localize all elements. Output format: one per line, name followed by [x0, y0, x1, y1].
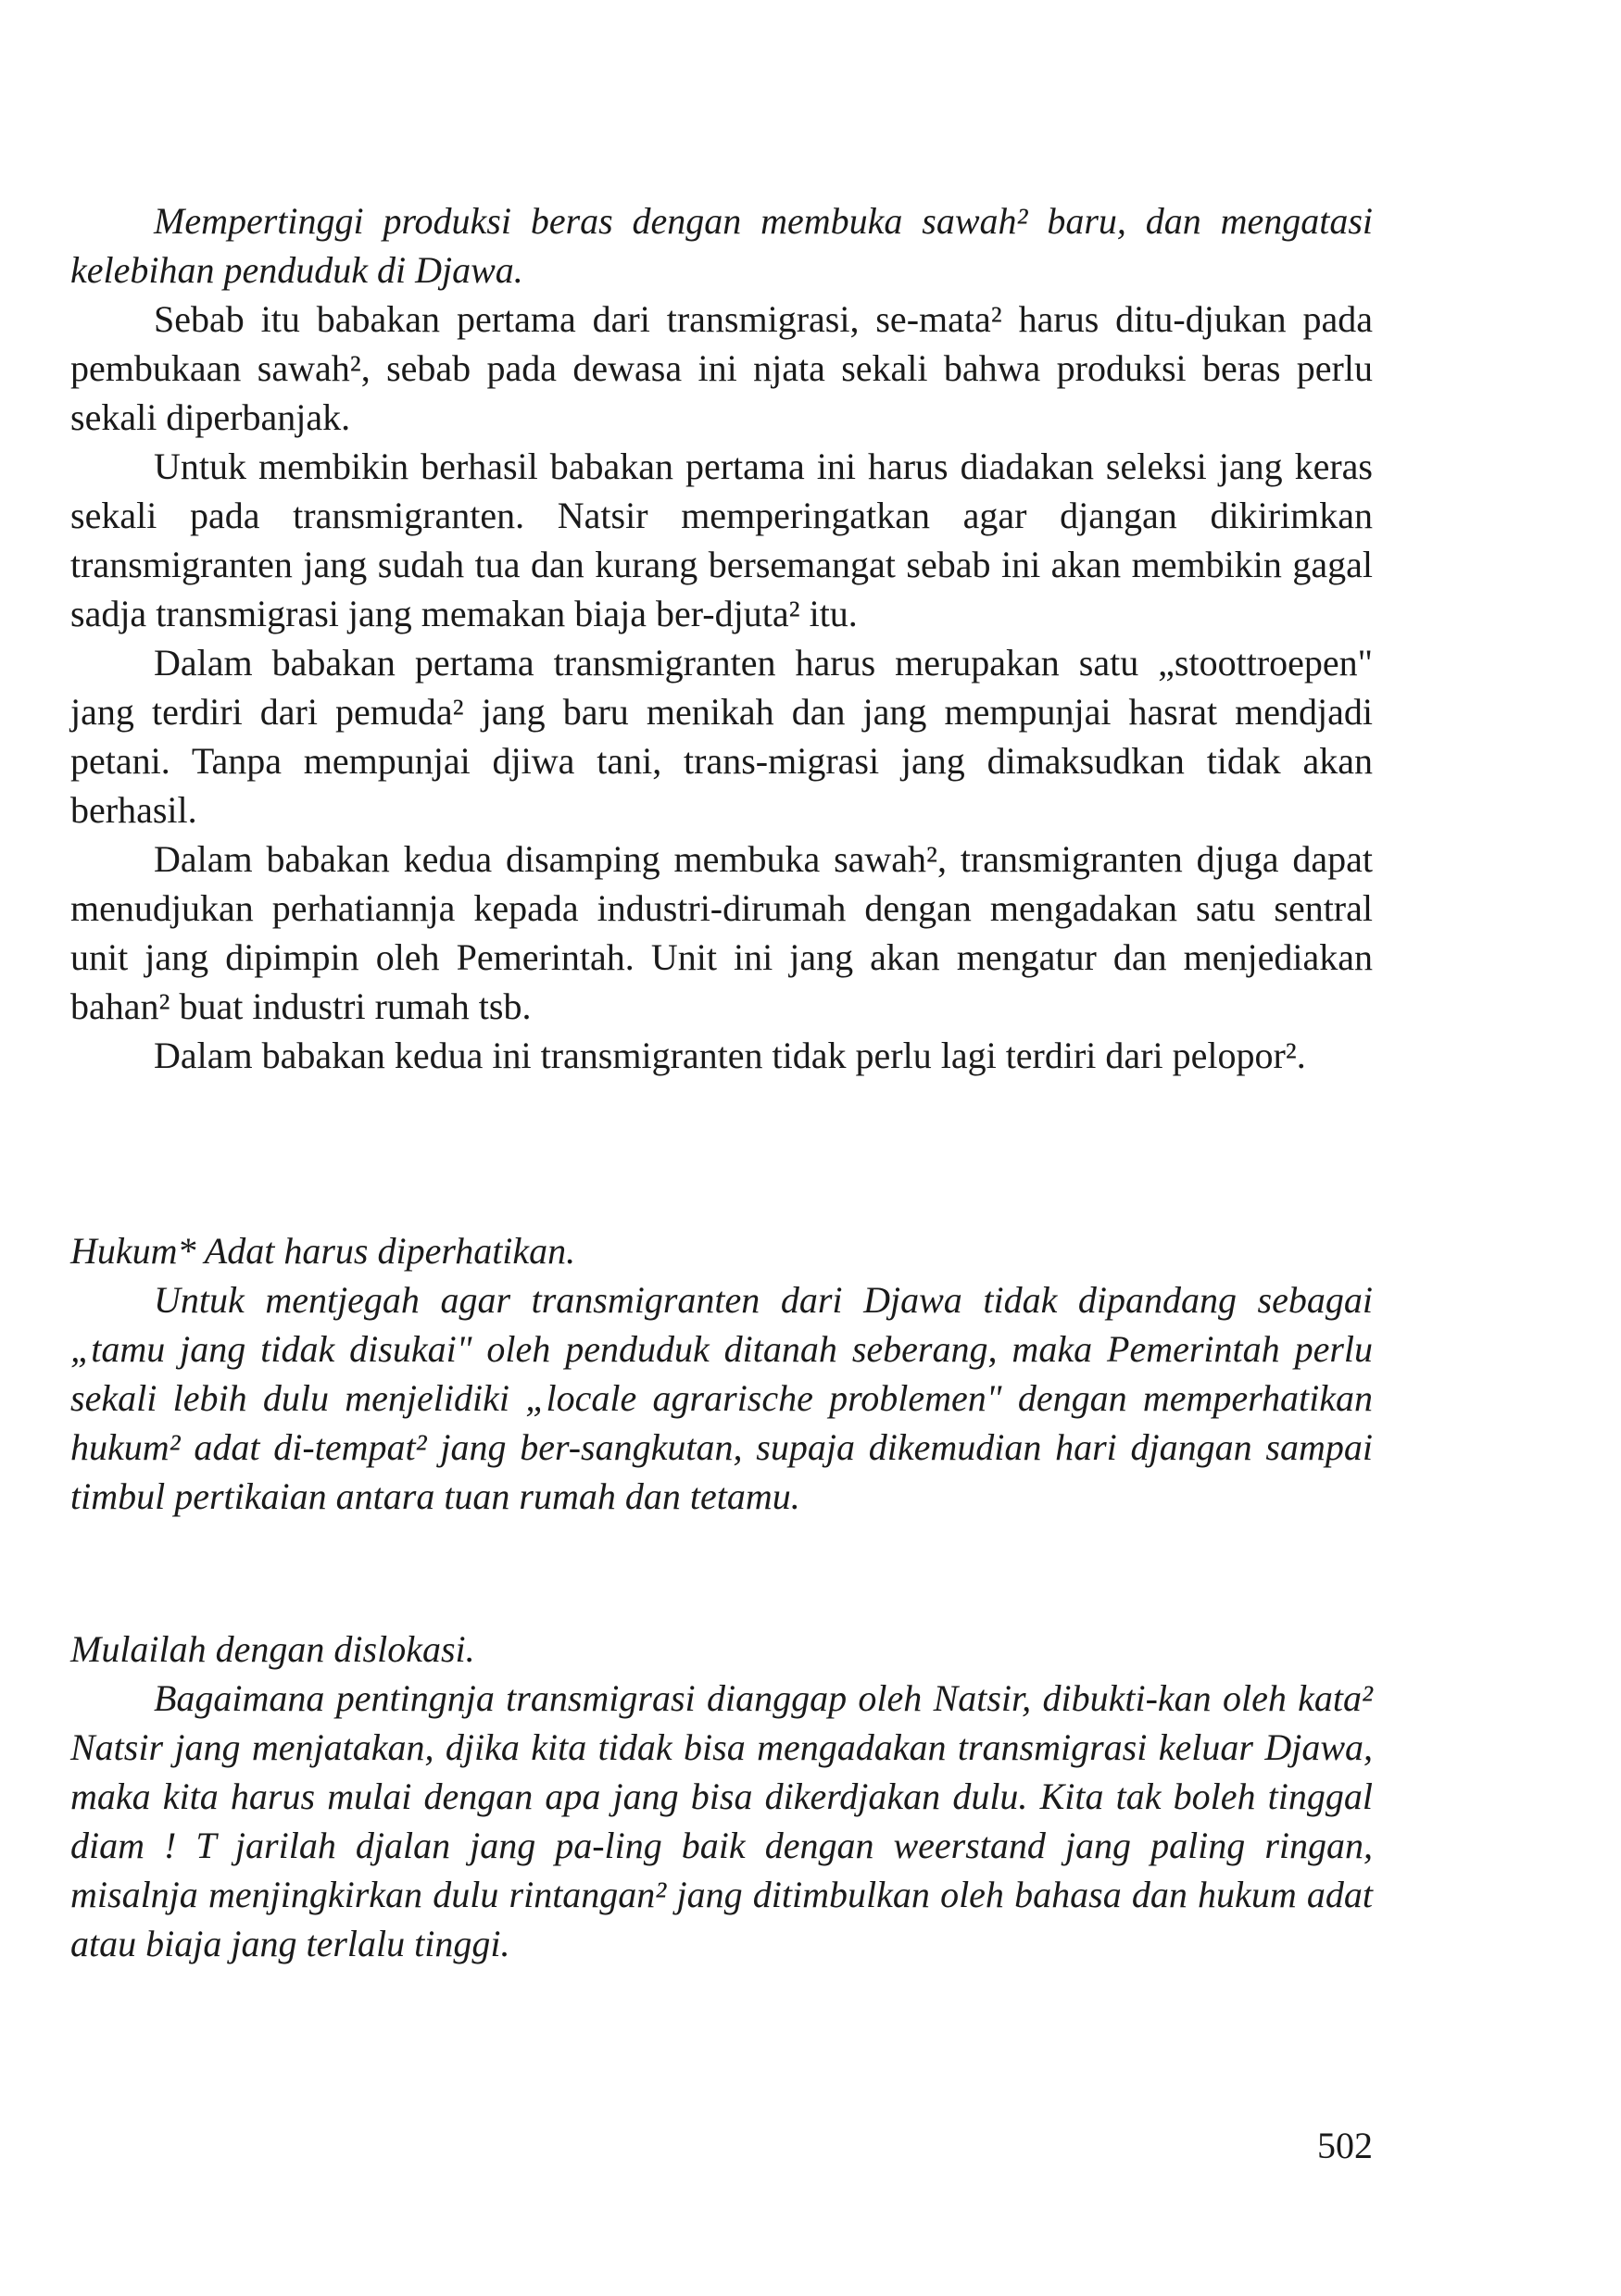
- body-paragraph: Dalam babakan pertama transmigranten harus merupakan satu „stoottroepen" jang terdiri dari pemuda² jang baru menikah dan jang mempunjai hasrat mendjadi petani. Tanpa mempunjai djiwa tani, trans-migrasi jang dimaksudkan tidak akan berhasil.: [70, 642, 1373, 831]
- intro-paragraph: Mempertinggi produksi beras dengan membuka sawah² baru, dan mengatasi kelebihan penduduk di Djawa.: [70, 200, 1373, 291]
- section-2: [70, 1226, 1373, 1521]
- section-paragraph: Bagaimana pentingnja transmigrasi dianggap oleh Natsir, dibukti-kan oleh kata² Natsir jang menjatakan, djika kita tidak bisa mengadakan transmigrasi keluar Djawa, maka kita harus mulai dengan apa jang bisa dikerdjakan dulu. Kita tak boleh tinggal diam ! T jarilah djalan jang pa-ling baik dengan weerstand jang paling ringan, misalnja menjingkirkan dulu rintangan² jang ditimbulkan oleh bahasa dan hukum adat atau biaja jang terlalu tinggi.: [70, 1677, 1373, 1964]
- body-paragraph: Untuk membikin berhasil babakan pertama ini harus diadakan seleksi jang keras sekali pada transmigranten. Natsir memperingatkan agar djangan dikirimkan transmigranten jang sudah tua dan kurang bersemangat sebab ini akan membikin gagal sadja transmigrasi jang memakan biaja ber-djuta² itu.: [70, 445, 1373, 634]
- body-paragraph: Dalam babakan kedua disamping membuka sawah², transmigranten djuga dapat menudjukan perhatiannja kepada industri-dirumah dengan mengadakan satu sentral unit jang dipimpin oleh Pemerintah. Unit ini jang akan mengatur dan menjediakan bahan² buat industri rumah tsb.: [70, 838, 1373, 1027]
- section-1: [70, 196, 1373, 1080]
- body-paragraph: Dalam babakan kedua ini transmigranten tidak perlu lagi terdiri dari pelopor².: [154, 1035, 1306, 1076]
- page-number: 502: [1317, 2125, 1373, 2166]
- section-3: [70, 1625, 1373, 1968]
- section-heading: Mulailah dengan dislokasi.: [70, 1628, 475, 1670]
- body-paragraph: Sebab itu babakan pertama dari transmigrasi, se-mata² harus ditu-djukan pada pembukaan sawah², sebab pada dewasa ini njata sekali bahwa produksi beras perlu sekali diperbanjak.: [70, 298, 1373, 438]
- section-heading: Hukum* Adat harus diperhatikan.: [70, 1230, 576, 1272]
- section-paragraph: Untuk mentjegah agar transmigranten dari Djawa tidak dipandang sebagai „tamu jang tidak disukai" oleh penduduk ditanah seberang, maka Pemerintah perlu sekali lebih dulu menjelidiki „locale agrarische problemen" dengan memperhatikan hukum² adat di-tempat² jang ber-sangkutan, supaja dikemudian hari djangan sampai timbul pertikaian antara tuan rumah dan tetamu.: [70, 1279, 1373, 1517]
